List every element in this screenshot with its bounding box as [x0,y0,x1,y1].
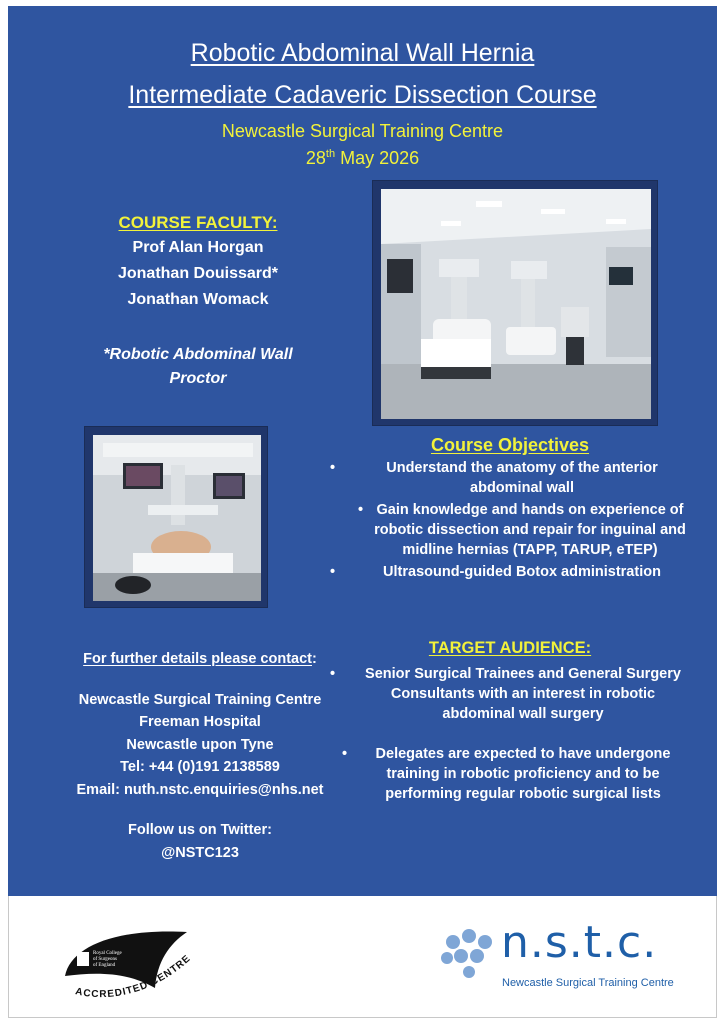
contact-email[interactable]: Email: nuth.nstc.enquiries@nhs.net [76,781,324,798]
twitter-label: Follow us on Twitter: [128,822,272,838]
proctor-note: *Robotic Abdominal Wall Proctor [103,346,293,387]
bullet-icon: • [342,746,348,762]
audience-heading: TARGET AUDIENCE: [428,639,592,657]
svg-text:Royal College: Royal College [93,951,122,956]
twitter-handle[interactable]: @NSTC123 [161,844,239,861]
svg-text:ACCREDITED CENTRE: ACCREDITED CENTRE [74,952,194,1001]
course-objectives [330,432,690,582]
faculty-member: Jonathan Douissard* [117,265,279,282]
faculty-heading: COURSE FACULTY: [118,213,278,232]
objective-item: • Understand the anatomy of the anterior abdominal wall [330,460,658,496]
robot-closeup-photo [84,426,268,608]
svg-text:of Surgeons: of Surgeons [93,957,117,962]
faculty-member: Prof Alan Horgan [132,239,264,256]
nstc-brand: n.s.t.c. [501,917,658,968]
target-audience [330,636,690,804]
svg-text:of England: of England [93,963,116,968]
bullet-icon: • [330,460,336,476]
surgical-robot-image [93,435,261,601]
contact-hospital: Freeman Hospital [139,714,261,730]
theatre-robots-image [381,189,651,419]
course-date: 28th May 2026 [305,148,420,168]
nstc-dots-icon [439,924,499,994]
objective-item: • Gain knowledge and hands on experience of robotic dissection and repair for inguinal and midline hernias (TAPP, TARUP, eTEP) [358,502,686,558]
contact-phone[interactable]: Tel: +44 (0)191 2138589 [120,759,280,775]
contact-heading: For further details please contact: [83,651,317,667]
nstc-fullname: Newcastle Surgical Training Centre [502,977,674,989]
course-title-line-2: Intermediate Cadaveric Dissection Course [128,81,597,109]
audience-item: • Senior Surgical Trainees and General Surgery Consultants with an interest in robotic abdominal wall surgery [330,666,681,722]
theatre-photo [372,180,658,426]
contact-city: Newcastle upon Tyne [126,736,274,753]
venue-subtitle: Newcastle Surgical Training Centre [221,121,504,141]
audience-item: • Delegates are expected to have undergone training in robotic proficiency and to be performing regular robotic surgical lists [342,746,671,802]
rcs-accredited-centre-logo [57,918,207,1010]
objectives-heading: Course Objectives [430,435,590,455]
objective-item: • Ultrasound-guided Botox administration [330,564,661,580]
course-title-line-1: Robotic Abdominal Wall Hernia [190,39,535,67]
bullet-icon: • [330,666,336,682]
contact-org: Newcastle Surgical Training Centre [78,691,322,708]
faculty-member: Jonathan Womack [127,291,269,308]
logo-footer [8,896,717,1018]
poster-panel [8,6,717,896]
contact-section [30,648,370,864]
bullet-icon: • [330,564,336,580]
faculty-section [68,211,328,391]
bullet-icon: • [358,502,364,518]
